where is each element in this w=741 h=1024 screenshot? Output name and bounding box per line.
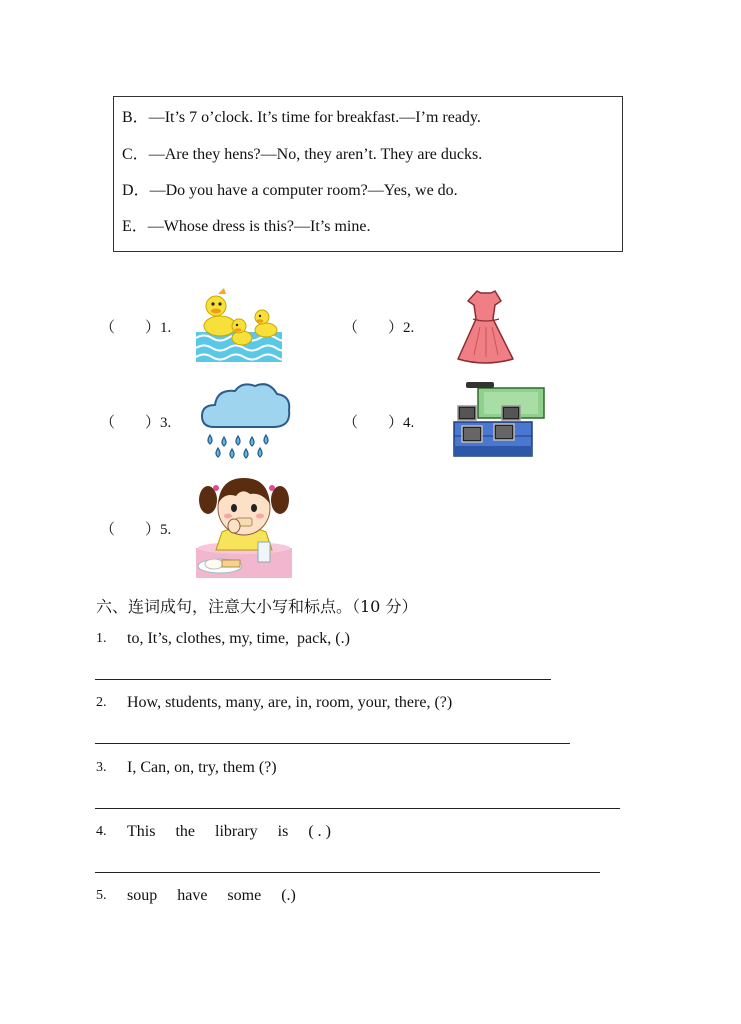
sentence-3-number: 3. — [96, 760, 107, 775]
rain-cloud-icon — [200, 381, 292, 461]
picture-question-3: （ ）3. — [100, 415, 172, 431]
computer-room-icon — [452, 380, 546, 460]
picture-question-4: （ ）4. — [343, 415, 415, 431]
answer-blank[interactable]: （ ） — [100, 415, 161, 431]
answer-line-4[interactable] — [95, 872, 600, 873]
picture-question-5: （ ）5. — [100, 522, 172, 538]
sentence-1-words: to, It’s, clothes, my, time, pack, (.) — [127, 630, 350, 647]
sentence-4-number: 4. — [96, 824, 107, 839]
option-d: D．—Do you have a computer room?—Yes, we do. — [122, 182, 458, 199]
sentence-3-words: I, Can, on, try, them (?) — [127, 759, 277, 776]
girl-eating-breakfast-icon — [196, 474, 292, 578]
option-c: C．—Are they hens?—No, they aren’t. They are ducks. — [122, 146, 483, 163]
picture-question-2: （ ）2. — [343, 320, 415, 336]
picture-question-1: （ ）1. — [100, 320, 172, 336]
answer-line-1[interactable] — [95, 679, 551, 680]
sentence-2-number: 2. — [96, 695, 107, 710]
option-b: B．—It’s 7 o’clock. It’s time for breakfast.—I’m ready. — [122, 109, 481, 126]
sentence-2-words: How, students, many, are, in, room, your, there, (?) — [127, 694, 453, 711]
sentence-4-words: This the library is ( . ) — [127, 823, 331, 840]
pink-dress-icon — [450, 287, 522, 363]
answer-line-3[interactable] — [95, 808, 620, 809]
option-e: E．—Whose dress is this?—It’s mine. — [122, 218, 371, 235]
sentence-5-number: 5. — [96, 888, 107, 903]
ducks-swimming-icon — [196, 286, 282, 364]
answer-line-2[interactable] — [95, 743, 570, 744]
answer-blank[interactable]: （ ） — [343, 320, 404, 336]
answer-blank[interactable]: （ ） — [100, 522, 161, 538]
section-six-title: 六、连词成句，注意大小写和标点。（10 分） — [96, 597, 418, 616]
answer-blank[interactable]: （ ） — [100, 320, 161, 336]
sentence-1-number: 1. — [96, 631, 107, 646]
sentence-5-words: soup have some (.) — [127, 887, 296, 904]
answer-blank[interactable]: （ ） — [343, 415, 404, 431]
